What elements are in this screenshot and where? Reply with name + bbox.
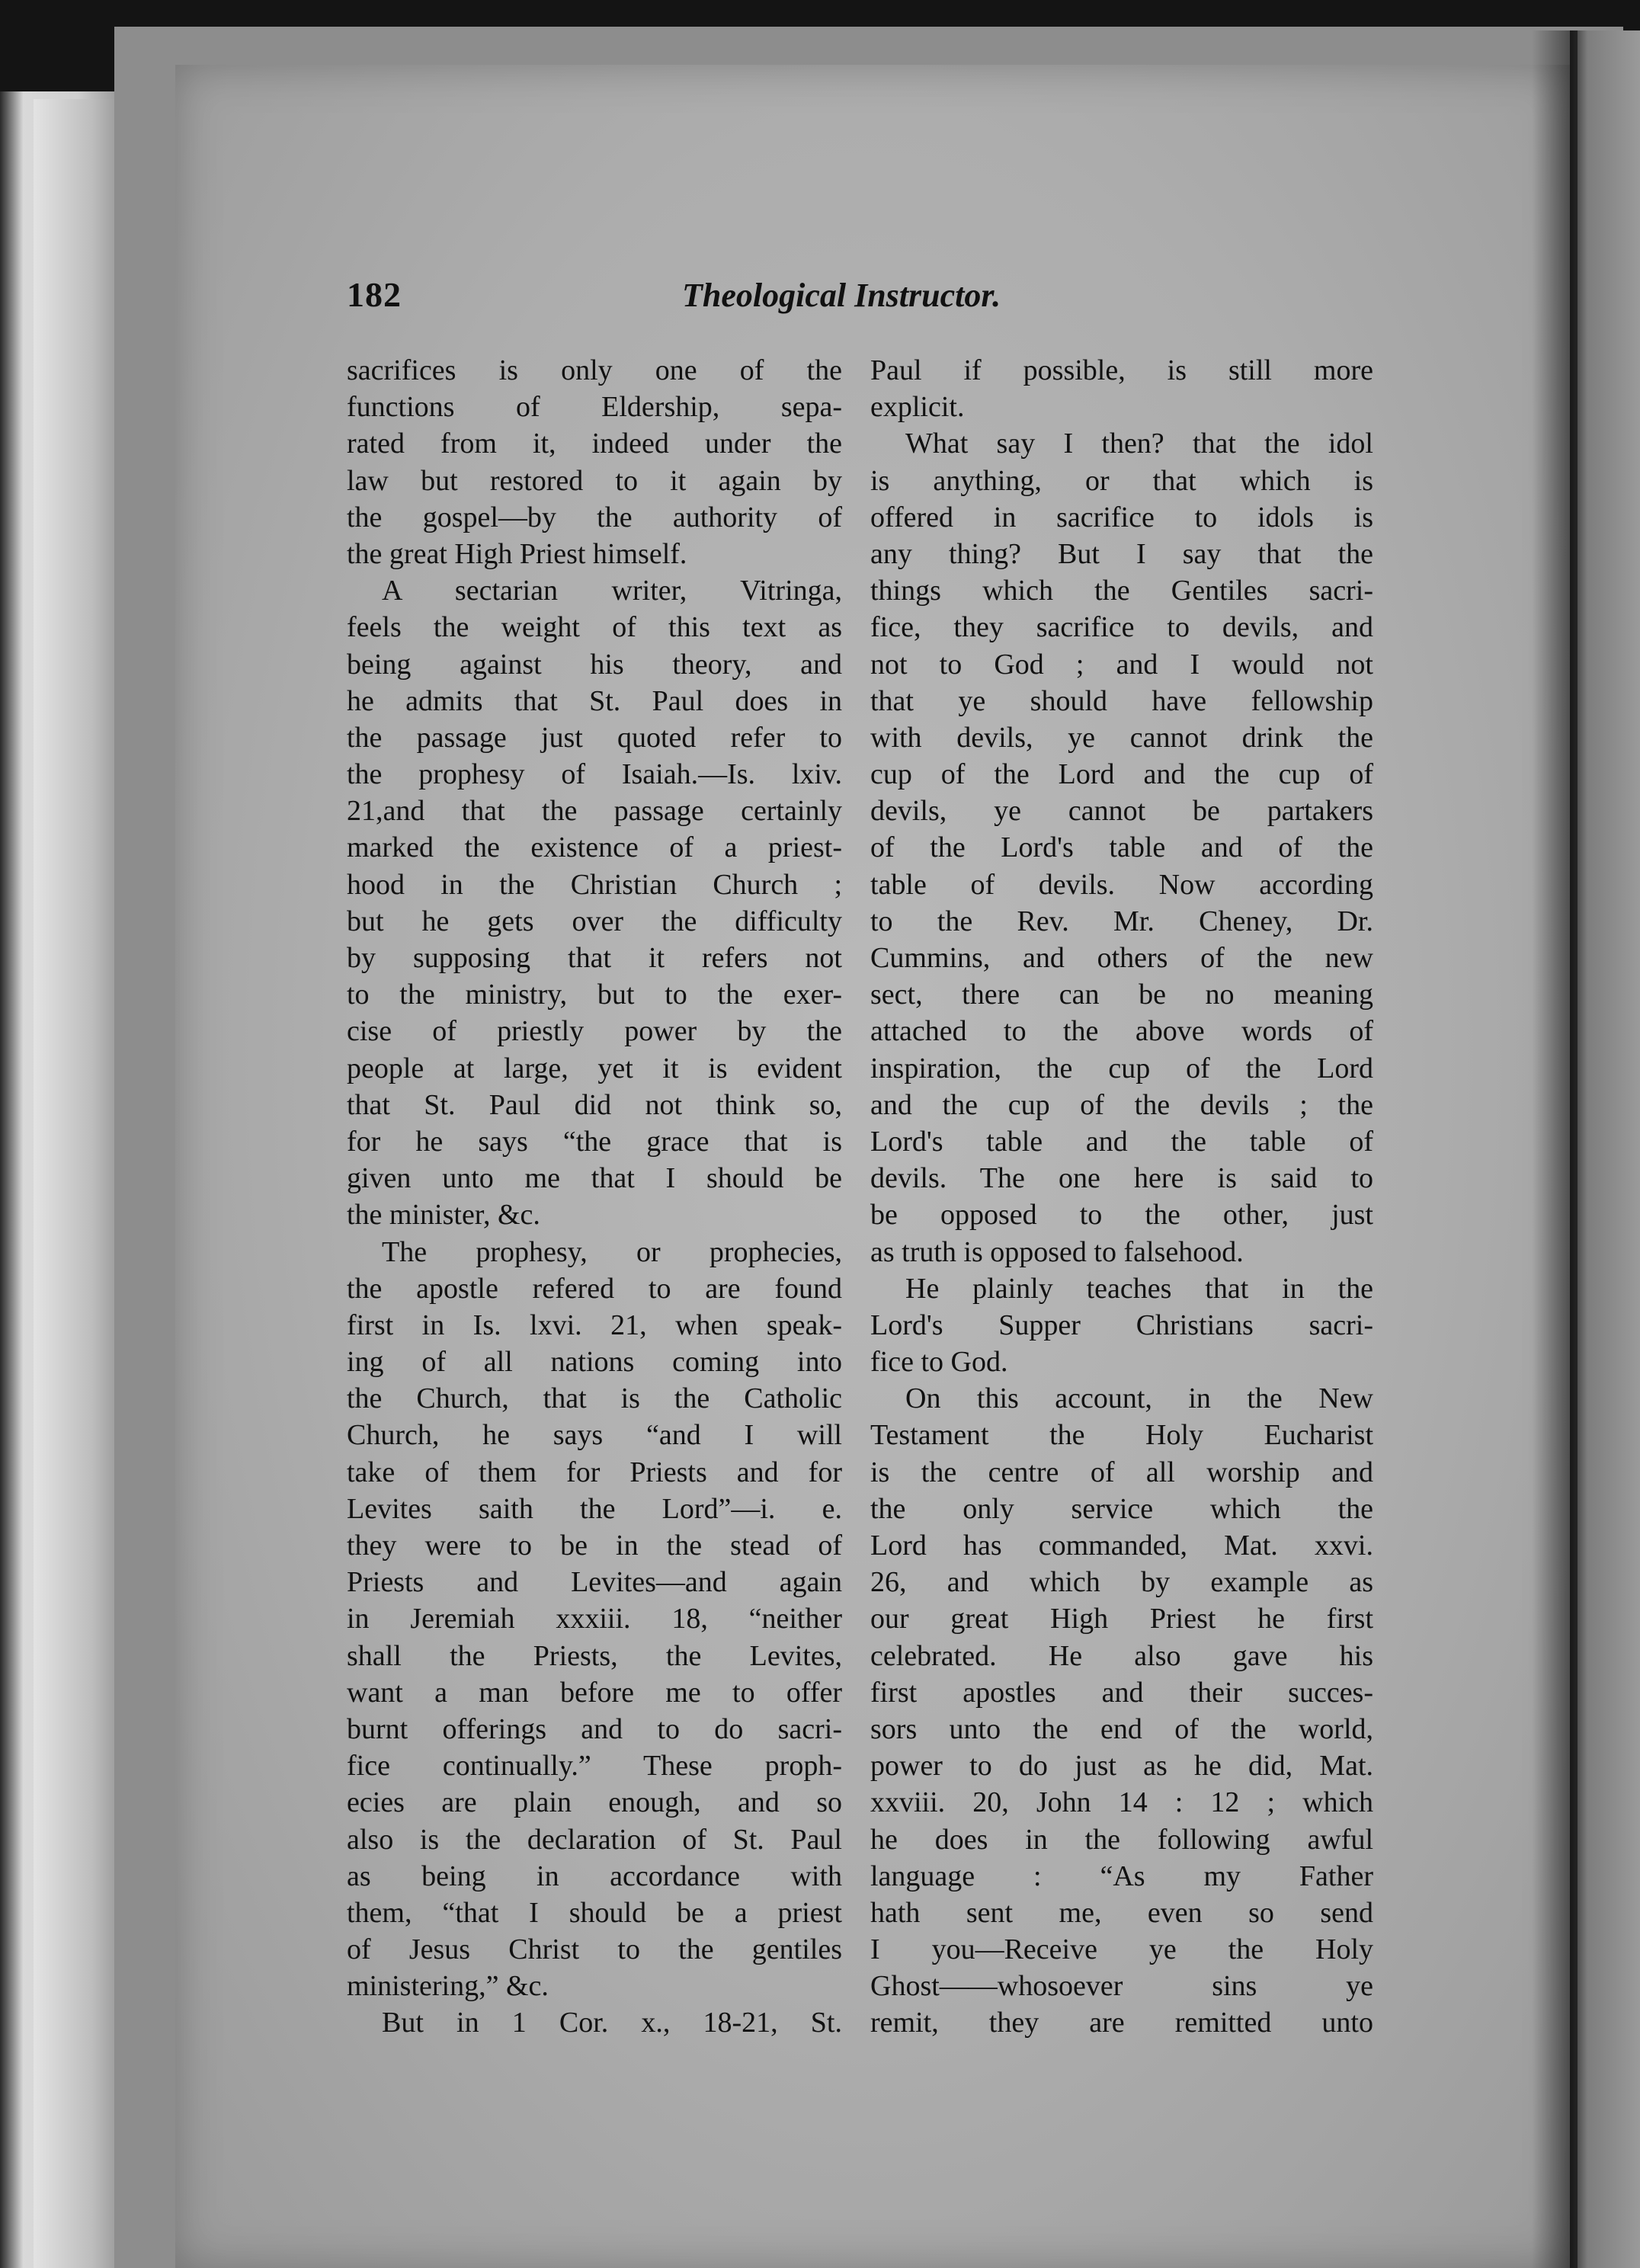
text-line: also is the declaration of St. Paul <box>347 1823 842 1856</box>
facing-page-edge <box>1570 30 1640 2268</box>
text-line: sacrifices is only one of the <box>347 354 842 386</box>
text-line: On this account, in the New <box>905 1382 1373 1415</box>
text-line: inspiration, the cup of the Lord <box>870 1052 1373 1084</box>
text-line: be opposed to the other, just <box>870 1199 1373 1232</box>
text-line: 26, and which by example as <box>870 1566 1373 1599</box>
text-line: as truth is opposed to falsehood. <box>870 1235 1244 1268</box>
text-line: to the ministry, but to the exer- <box>347 979 842 1011</box>
text-line: of Jesus Christ to the gentiles <box>347 1933 842 1966</box>
text-line: first apostles and their succes- <box>870 1676 1373 1709</box>
text-line: functions of Eldership, sepa- <box>347 391 842 424</box>
text-line: cise of priestly power by the <box>347 1015 842 1048</box>
book-title: Theological Instructor. <box>682 277 1001 314</box>
text-line: to the Rev. Mr. Cheney, Dr. <box>870 905 1373 937</box>
text-line: the prophesy of Isaiah.—Is. lxiv. <box>347 758 842 791</box>
right-column <box>870 352 1373 2042</box>
text-line: take of them for Priests and for <box>347 1456 842 1488</box>
text-line: sect, there can be no meaning <box>870 979 1373 1011</box>
text-line: 21,and that the passage certainly <box>347 795 842 828</box>
text-line: Testament the Holy Eucharist <box>870 1419 1373 1452</box>
text-line: the gospel—by the authority of <box>347 501 842 533</box>
text-line: feels the weight of this text as <box>347 611 842 644</box>
text-line: law but restored to it again by <box>347 464 842 497</box>
text-line: but he gets over the difficulty <box>347 905 842 937</box>
text-line: any thing? But I say that the <box>870 537 1373 570</box>
text-line: Church, he says “and I will <box>347 1419 842 1452</box>
text-line: language : “As my Father <box>870 1860 1373 1892</box>
text-line: our great High Priest he first <box>870 1603 1373 1635</box>
text-line: Lord has commanded, Mat. xxvi. <box>870 1530 1373 1562</box>
text-line: rated from it, indeed under the <box>347 428 842 460</box>
text-line: cup of the Lord and the cup of <box>870 758 1373 791</box>
text-line: of the Lord's table and of the <box>870 831 1373 864</box>
text-line: with devils, ye cannot drink the <box>870 721 1373 754</box>
text-line: the minister, &c. <box>347 1199 540 1232</box>
text-line: people at large, yet it is evident <box>347 1052 842 1084</box>
text-line: ecies are plain enough, and so <box>347 1786 842 1819</box>
text-line: want a man before me to offer <box>347 1676 842 1709</box>
text-line: I you—Receive ye the Holy <box>870 1933 1373 1966</box>
text-line: power to do just as he did, Mat. <box>870 1750 1373 1783</box>
text-line: by supposing that it refers not <box>347 942 842 974</box>
text-line: celebrated. He also gave his <box>870 1639 1373 1672</box>
text-line: fice continually.” These proph- <box>347 1750 842 1783</box>
text-line: hath sent me, even so send <box>870 1896 1373 1929</box>
text-line: the apostle refered to are found <box>347 1272 842 1305</box>
text-line: fice, they sacrifice to devils, and <box>870 611 1373 644</box>
book-edge-left-inner <box>34 99 117 2268</box>
text-line: the great High Priest himself. <box>347 537 687 570</box>
text-line: the Church, that is the Catholic <box>347 1382 842 1415</box>
text-line: xxviii. 20, John 14 : 12 ; which <box>870 1786 1373 1819</box>
text-line: is anything, or that which is <box>870 464 1373 497</box>
text-line: offered in sacrifice to idols is <box>870 501 1373 533</box>
running-head <box>347 274 1414 320</box>
text-line: marked the existence of a priest- <box>347 831 842 864</box>
text-line: ing of all nations coming into <box>347 1346 842 1379</box>
text-line: them, “that I should be a priest <box>347 1896 842 1929</box>
text-line: But in 1 Cor. x., 18-21, St. <box>382 2007 842 2039</box>
text-line: and the cup of the devils ; the <box>870 1088 1373 1121</box>
text-line: Lord's table and the table of <box>870 1125 1373 1158</box>
text-line: that St. Paul did not think so, <box>347 1088 842 1121</box>
text-line: is the centre of all worship and <box>870 1456 1373 1488</box>
text-line: The prophesy, or prophecies, <box>382 1235 842 1268</box>
spine-shadow <box>1532 30 1578 2268</box>
text-line: things which the Gentiles sacri- <box>870 575 1373 607</box>
text-line: remit, they are remitted unto <box>870 2007 1373 2039</box>
left-column <box>347 352 842 2042</box>
text-line: the passage just quoted refer to <box>347 721 842 754</box>
text-line: being against his theory, and <box>347 648 842 681</box>
text-line: first in Is. lxvi. 21, when speak- <box>347 1309 842 1341</box>
text-line: that ye should have fellowship <box>870 684 1373 717</box>
text-line: explicit. <box>870 391 965 424</box>
text-line: hood in the Christian Church ; <box>347 868 842 901</box>
text-line: table of devils. Now according <box>870 868 1373 901</box>
page-number: 182 <box>347 275 402 314</box>
text-line: devils. The one here is said to <box>870 1162 1373 1195</box>
text-line: Lord's Supper Christians sacri- <box>870 1309 1373 1341</box>
text-line: devils, ye cannot be partakers <box>870 795 1373 828</box>
text-line: ministering,” &c. <box>347 1970 549 2003</box>
text-line: the only service which the <box>870 1492 1373 1525</box>
text-line: not to God ; and I would not <box>870 648 1373 681</box>
text-line: attached to the above words of <box>870 1015 1373 1048</box>
text-line: Paul if possible, is still more <box>870 354 1373 386</box>
text-line: in Jeremiah xxxiii. 18, “neither <box>347 1603 842 1635</box>
text-line: Ghost——whosoever sins ye <box>870 1970 1373 2003</box>
text-line: A sectarian writer, Vitringa, <box>382 575 842 607</box>
text-line: he admits that St. Paul does in <box>347 684 842 717</box>
text-line: He plainly teaches that in the <box>905 1272 1373 1305</box>
text-line: they were to be in the stead of <box>347 1530 842 1562</box>
text-line: sors unto the end of the world, <box>870 1712 1373 1745</box>
text-line: Cummins, and others of the new <box>870 942 1373 974</box>
text-line: What say I then? that the idol <box>905 428 1373 460</box>
text-line: fice to God. <box>870 1346 1008 1379</box>
text-line: for he says “the grace that is <box>347 1125 842 1158</box>
text-line: he does in the following awful <box>870 1823 1373 1856</box>
text-line: as being in accordance with <box>347 1860 842 1892</box>
text-line: Levites saith the Lord”—i. e. <box>347 1492 842 1525</box>
text-line: burnt offerings and to do sacri- <box>347 1712 842 1745</box>
text-line: Priests and Levites—and again <box>347 1566 842 1599</box>
text-line: shall the Priests, the Levites, <box>347 1639 842 1672</box>
text-line: given unto me that I should be <box>347 1162 842 1195</box>
